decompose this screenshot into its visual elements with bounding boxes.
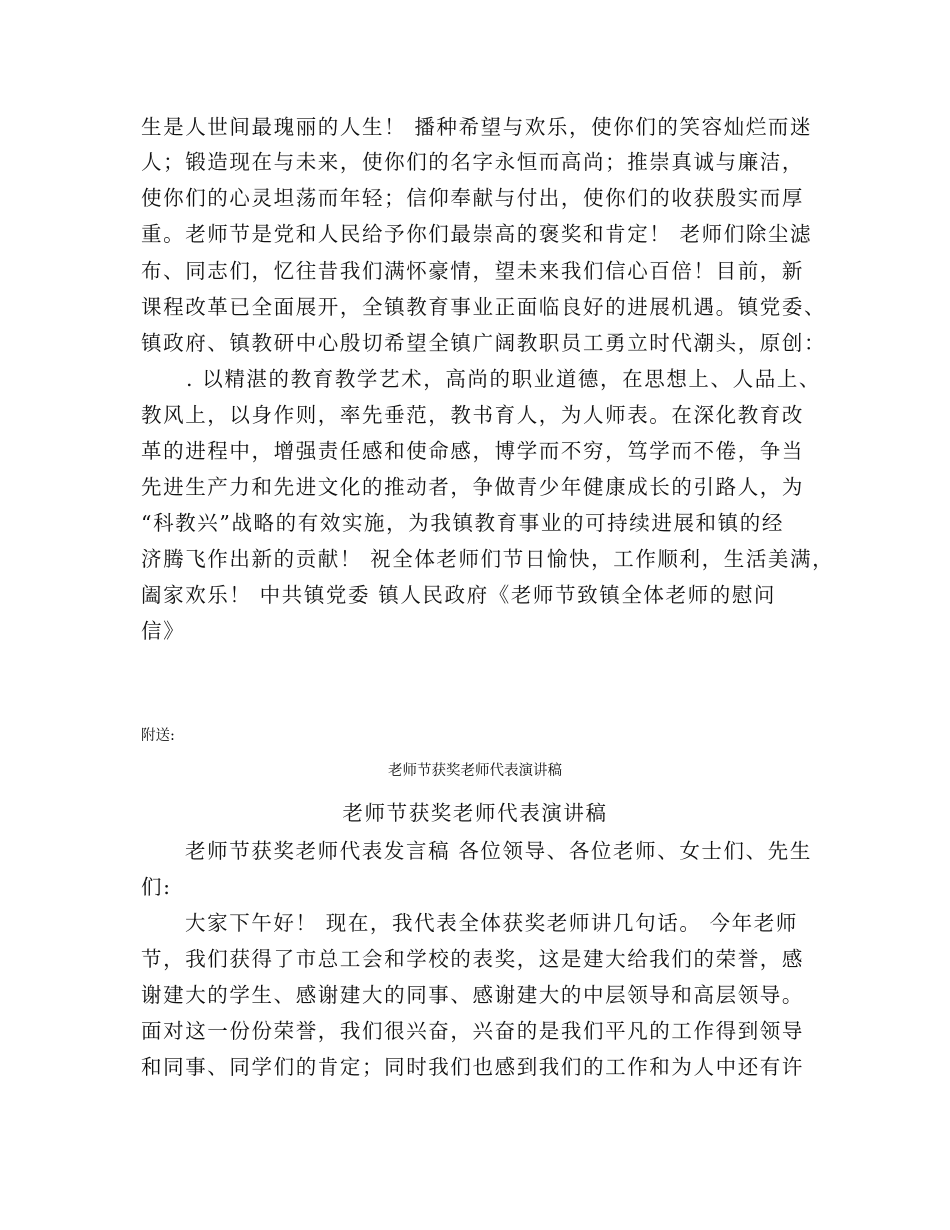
letter-line-12: “科教兴”战略的有效实施，为我镇教育事业的可持续进展和镇的经 <box>141 511 784 535</box>
speech-line-7: 和同事、同学们的肯定；同时我们也感到我们的工作和为人中还有许 <box>141 1055 804 1079</box>
letter-line-14: 阖家欢乐！ 中共镇党委 镇人民政府《老师节致镇全体老师的慰问 <box>141 583 777 607</box>
speech-line-4: 节，我们获得了市总工会和学校的表奖，这是建大给我们的荣誉，感 <box>141 947 804 971</box>
letter-line-11: 先进生产力和先进文化的推动者，争做青少年健康成长的引路人，为 <box>141 475 804 499</box>
speech-line-5: 谢建大的学生、感谢建大的同事、感谢建大的中层领导和高层领导。 <box>141 983 804 1007</box>
letter-line-5: 布、同志们，忆往昔我们满怀豪情，望未来我们信心百倍！目前，新 <box>141 259 804 283</box>
letter-line-15: 信》 <box>141 619 186 643</box>
letter-line-10: 革的进程中，增强责任感和使命感，博学而不穷，笃学而不倦，争当 <box>141 439 804 463</box>
speech-line-2: 们: <box>141 875 172 899</box>
appendix-label: 附送: <box>141 728 175 744</box>
speech-line-6: 面对这一份份荣誉，我们很兴奋，兴奋的是我们平凡的工作得到领导 <box>141 1019 804 1043</box>
speech-title: 老师节获奖老师代表演讲稿 <box>342 801 608 825</box>
letter-line-8: . 以精湛的教育教学艺术，高尚的职业道德，在思想上、人品上、 <box>186 367 822 391</box>
letter-line-1: 生是人世间最瑰丽的人生！ 播种希望与欢乐，使你们的笑容灿烂而迷 <box>141 115 813 139</box>
letter-line-7: 镇政府、镇教研中心殷切希望全镇广阔教职员工勇立时代潮头，原创： <box>141 331 827 355</box>
speech-line-3: 大家下午好！ 现在，我代表全体获奖老师讲几句话。 今年老师 <box>185 911 798 935</box>
letter-line-3: 使你们的心灵坦荡而年轻；信仰奉献与付出，使你们的收获殷实而厚 <box>141 186 804 210</box>
letter-line-4: 重。老师节是党和人民给予你们最崇高的褒奖和肯定！ 老师们除尘滤 <box>141 222 813 246</box>
letter-line-13: 济腾飞作出新的贡献！ 祝全体老师们节日愉快，工作顺利，生活美满， <box>141 547 835 571</box>
letter-line-2: 人；锻造现在与未来，使你们的名字永恒而高尚；推崇真诚与廉洁， <box>141 150 804 174</box>
letter-line-6: 课程改革已全面展开，全镇教育事业正面临良好的进展机遇。镇党委、 <box>141 295 827 319</box>
speech-line-1: 老师节获奖老师代表发言稿 各位领导、各位老师、女士们、先生 <box>185 839 812 863</box>
letter-line-9: 教风上，以身作则，率先垂范，教书育人，为人师表。在深化教育改 <box>141 403 804 427</box>
appendix-small-title: 老师节获奖老师代表演讲稿 <box>388 763 562 779</box>
